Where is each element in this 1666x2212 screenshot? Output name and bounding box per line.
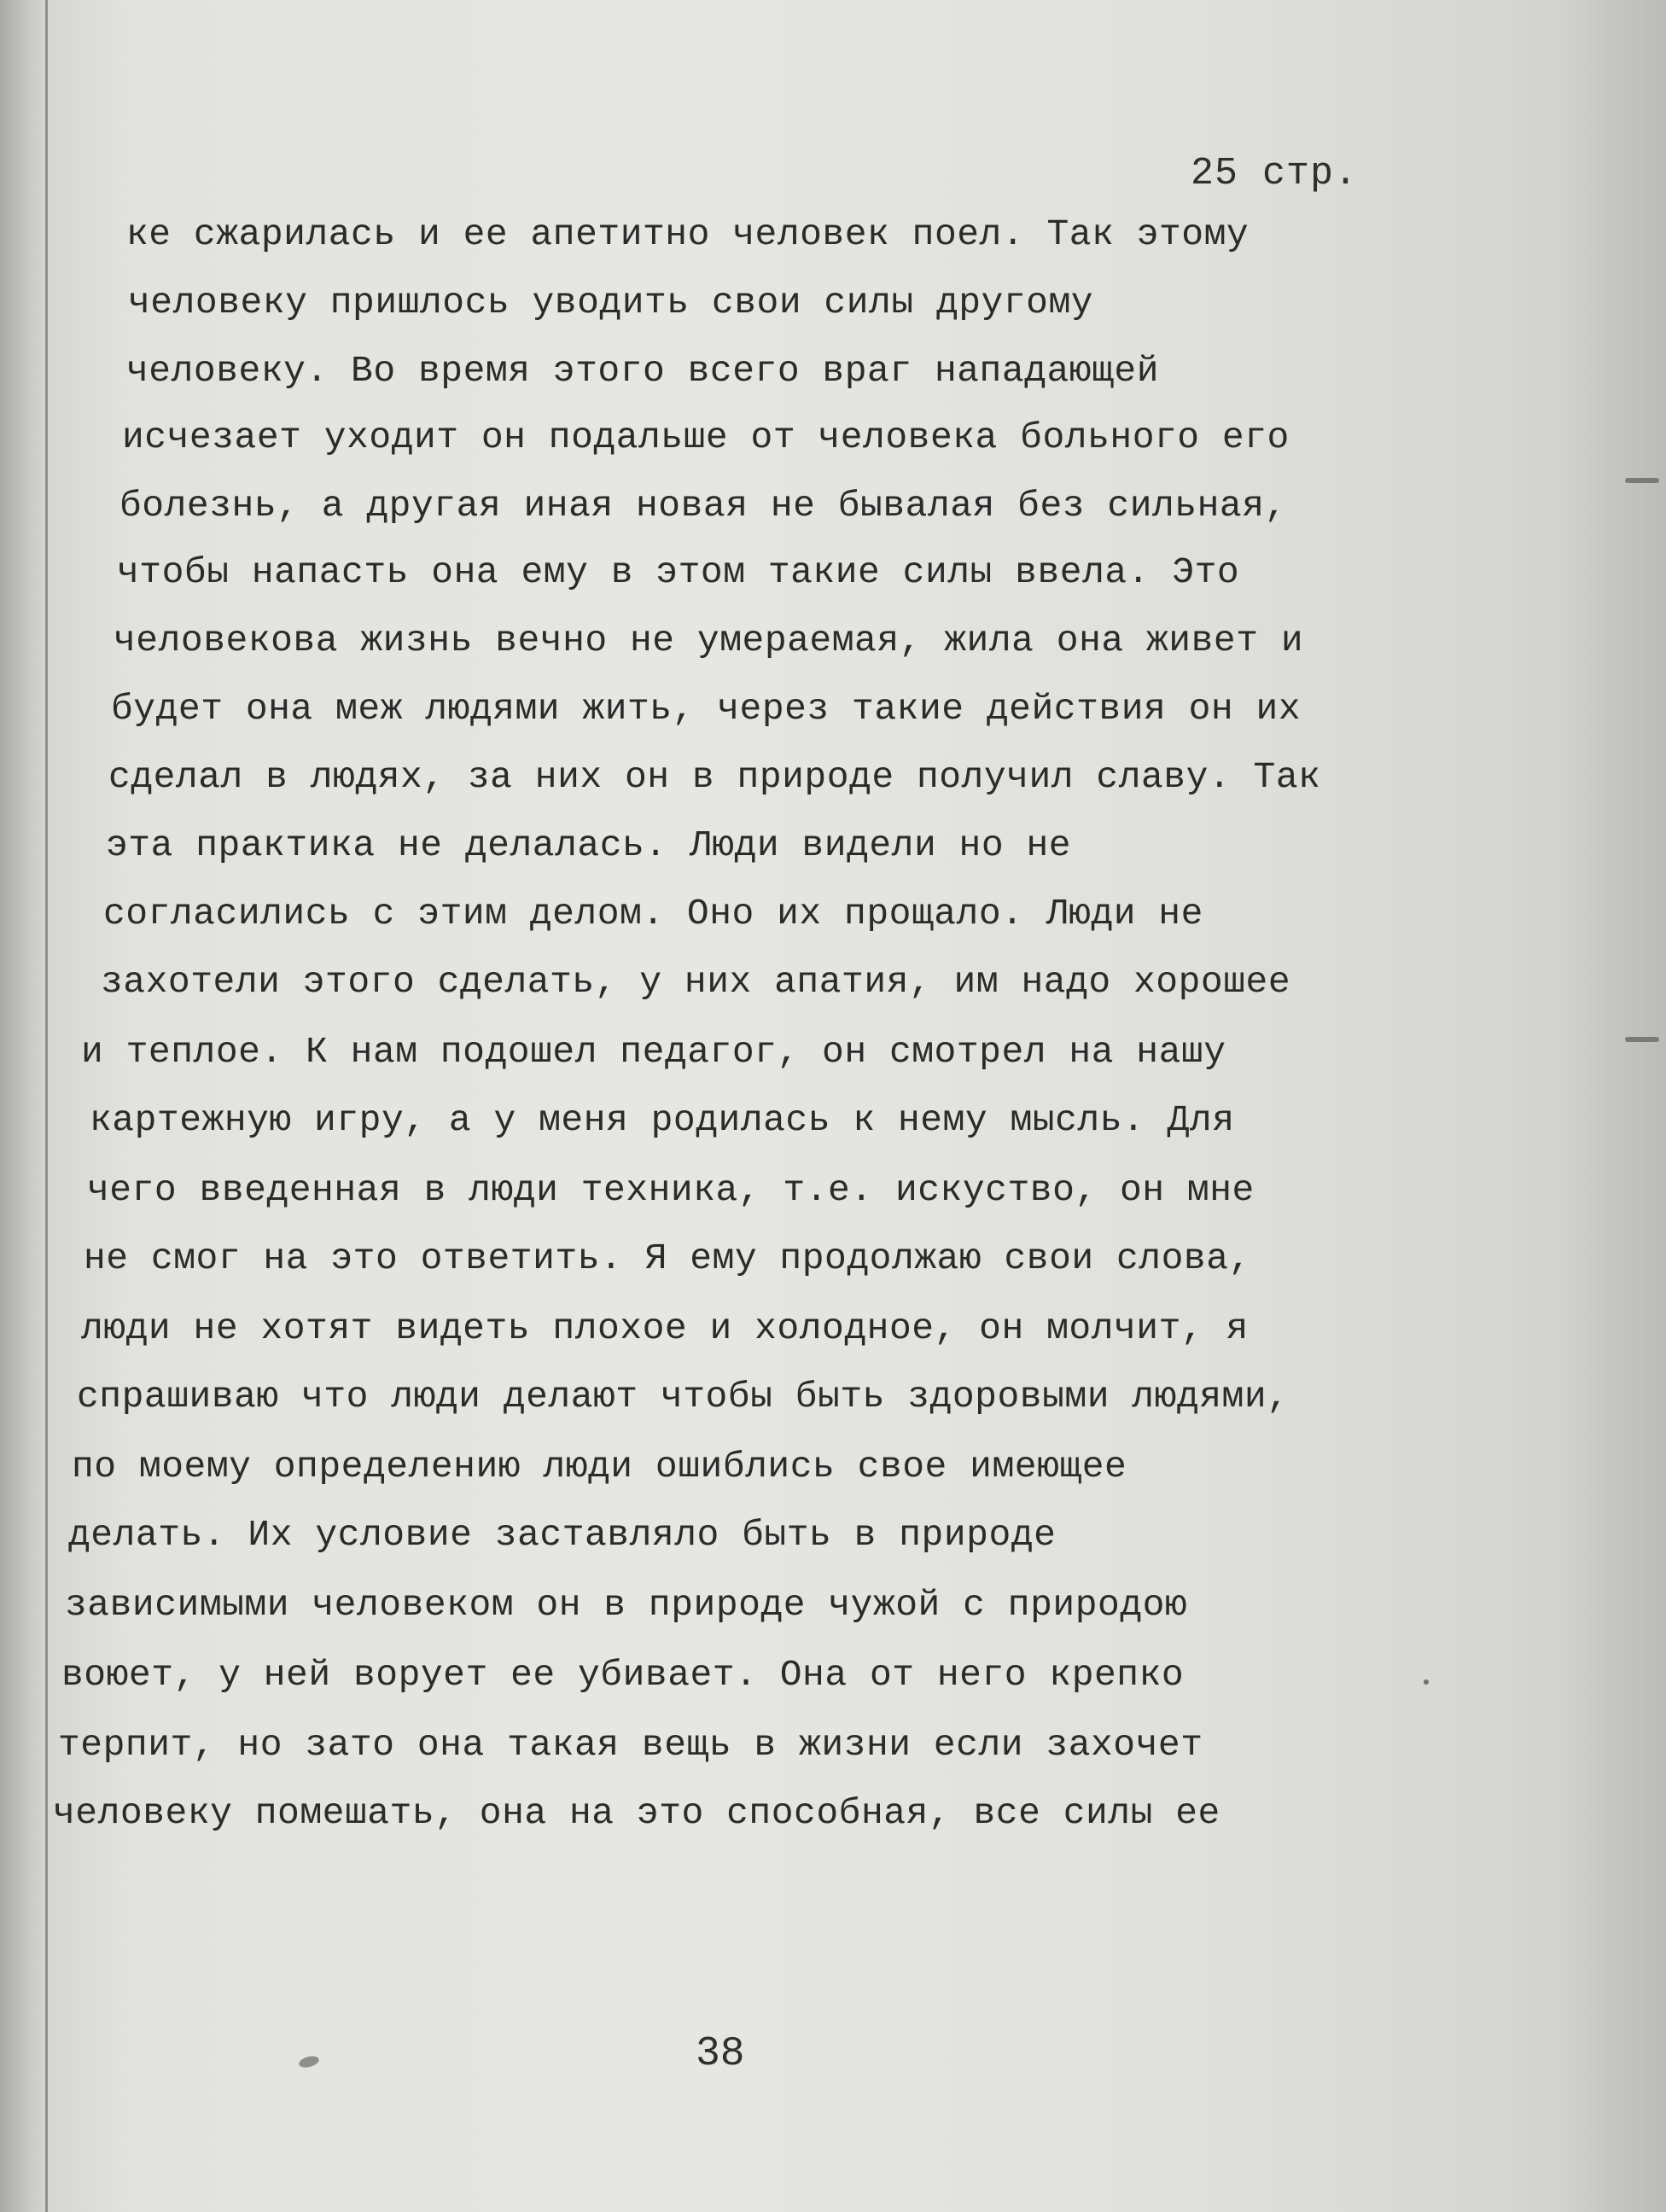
text-line: картежную игру, а у меня родилась к нему мысль. Для [90, 1099, 1235, 1141]
text-line: чего введенная в люди техника, т.е. искуство, он мне [87, 1169, 1255, 1211]
text-line: человеку пришлось уводить свои силы другому [128, 282, 1094, 323]
ink-dot-mark [1424, 1679, 1429, 1685]
text-line: терпит, но зато она такая вещь в жизни если захочет [58, 1724, 1203, 1766]
text-line: чтобы напасть она ему в этом такие силы ввела. Это [117, 551, 1240, 593]
text-line: зависимыми человеком он в природе чужой с природою [65, 1584, 1188, 1626]
text-line: человеку помешать, она на это способная, все силы ее [53, 1792, 1220, 1834]
text-line: исчезает уходит он подальше от человека больного его [122, 416, 1290, 458]
text-line: делать. Их условие заставляло быть в природе [68, 1514, 1057, 1556]
text-line: человекова жизнь вечно не умераемая, жила она живет и [114, 620, 1304, 661]
text-line: согласились с этим делом. Оно их прощало. Люди не [103, 893, 1203, 934]
text-line: болезнь, а другая иная новая не бывалая без сильная, [119, 485, 1287, 527]
text-line: ке сжарилась и ее апетитно человек поел. Так этому [126, 213, 1250, 255]
text-line: сделал в людях, за них он в природе получил славу. Так [108, 756, 1321, 798]
text-line: будет она меж людями жить, через такие действия он их [111, 688, 1302, 730]
text-line: не смог на это ответить. Я ему продолжаю свои слова, [84, 1237, 1251, 1279]
text-line: люди не хотят видеть плохое и холодное, он молчит, я [81, 1307, 1249, 1349]
text-line: захотели этого сделать, у них апатия, им надо хорошее [101, 961, 1291, 1003]
text-line: и теплое. К нам подошел педагог, он смотрел на нашу [81, 1031, 1226, 1073]
text-line: по моему определению люди ошиблись свое имеющее [72, 1446, 1127, 1487]
text-line: человеку. Во время этого всего враг нападающей [126, 350, 1159, 392]
page-header-label: 25 стр. [1191, 152, 1359, 195]
page-number: 38 [696, 2031, 745, 2077]
ink-smudge-mark [298, 2054, 320, 2069]
text-line: воюет, у ней ворует ее убивает. Она от него крепко [61, 1654, 1185, 1696]
body-text [0, 213, 1666, 2005]
text-line: эта практика не делалась. Люди видели но не [106, 824, 1072, 866]
text-line: спрашиваю что люди делают чтобы быть здоровыми людями, [77, 1376, 1290, 1417]
